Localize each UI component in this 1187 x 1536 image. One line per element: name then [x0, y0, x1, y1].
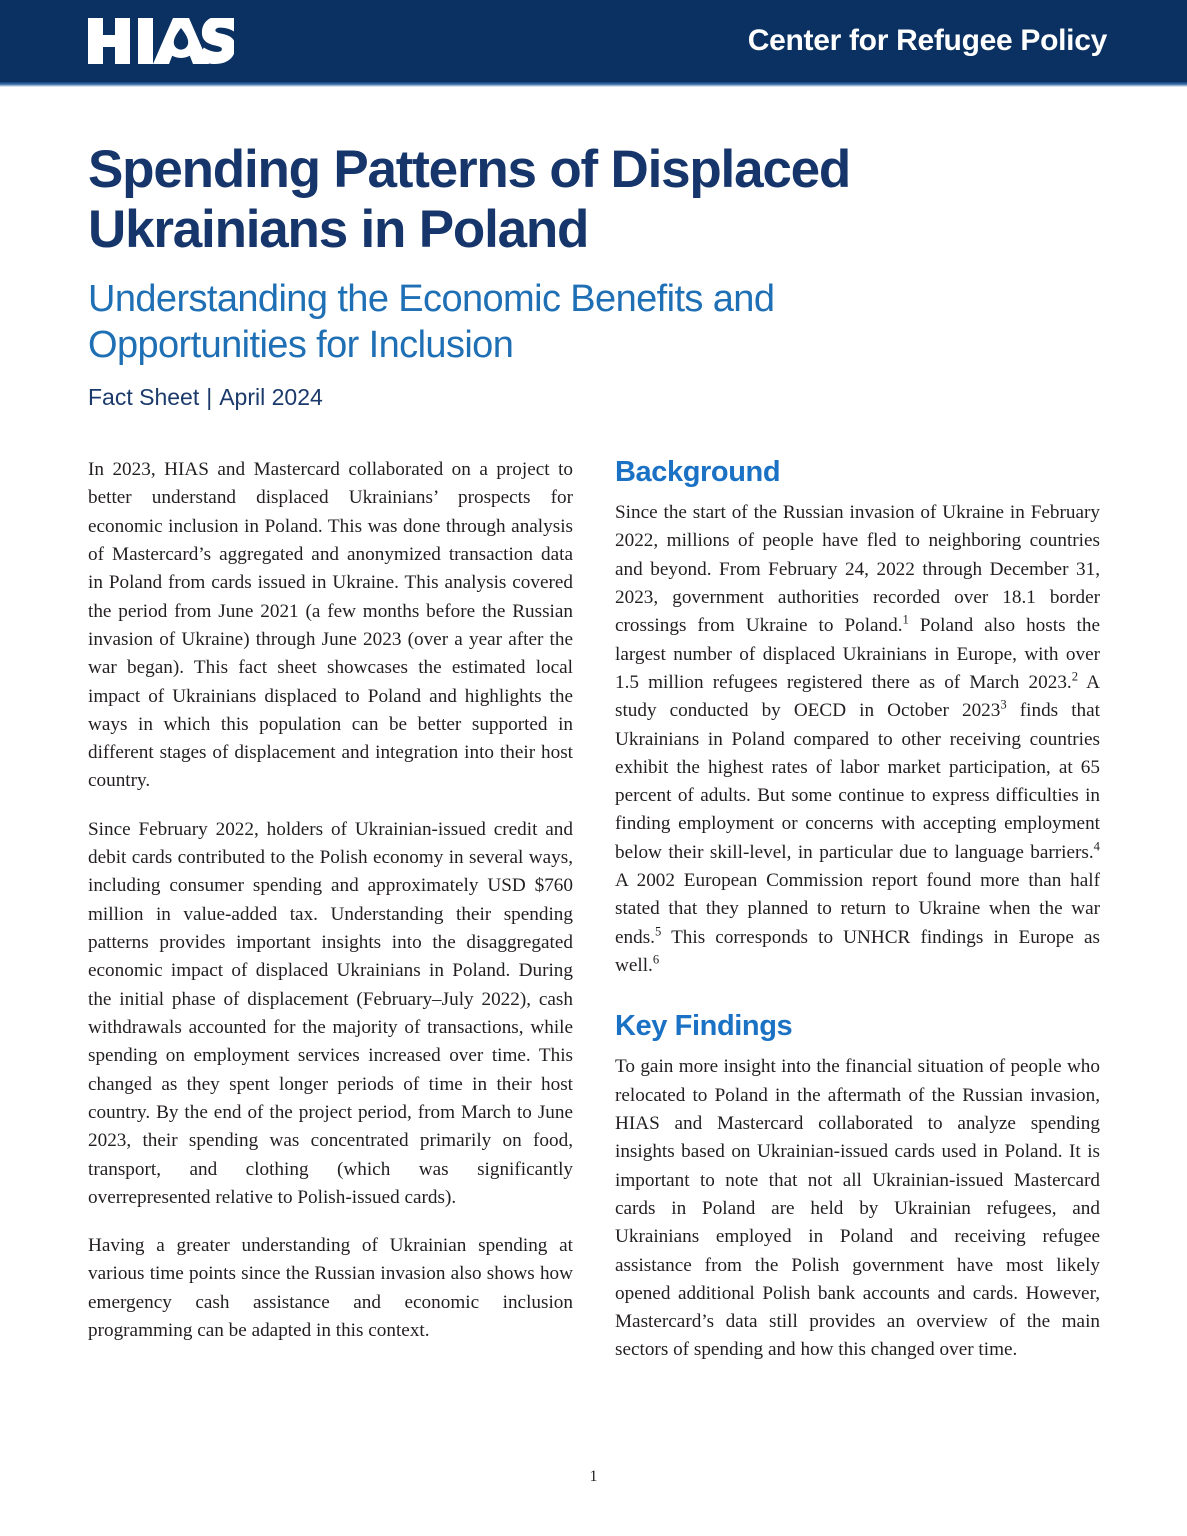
- text-run: A study conducted by OECD in October 2023: [615, 671, 1100, 722]
- section-heading-background: Background: [615, 456, 781, 488]
- page-title: [88, 140, 1098, 260]
- page-title-line-1: Spending Patterns of Displaced: [88, 140, 851, 199]
- meta-separator: |: [206, 384, 213, 411]
- title-block: [88, 140, 1098, 411]
- document-type-label: Fact Sheet: [88, 384, 200, 411]
- footnote-ref-1: 1: [902, 612, 909, 627]
- section-heading-key-findings: Key Findings: [615, 1010, 793, 1043]
- paragraph: Since February 2022, holders of Ukrainian-issued credit and debit cards contributed to the Polish economy in several ways, including consumer spending and approximately USD $760 million in value-added tax. Understanding their spending patterns provides important insights into the disaggregated economic impact of displaced Ukrainians in Poland. During the initial phase of displacement (February–July 2022), cash withdrawals accounted for the majority of transactions, while spending on employment services increased over time. This changed as they spent longer periods of time in their host country. By the end of the project period, from March to June 2023, their spending was concentrated primarily on food, transport, and clothing (which was significantly overrepresented relative to Polish-issued cards).: [88, 818, 573, 1208]
- page-number: 1: [589, 1468, 598, 1485]
- page-title-line-2: Ukrainians in Poland: [88, 199, 589, 259]
- text-run: Since the start of the Russian invasion of Ukraine in February 2022, millions of people have fled to neighboring countries and beyond. From February 24, 2022 through December 31, 2023, government authorities recorded over 18.1 border crossings from Ukraine to Poland.: [615, 502, 1100, 637]
- footnote-ref-2: 2: [1071, 669, 1079, 684]
- page-subtitle-line-2: Opportunities for Inclusion: [88, 324, 514, 367]
- footnote-ref-3: 3: [1000, 697, 1007, 712]
- text-run: Poland also hosts the largest number of displaced Ukrainians in Europe, with over 1.5 million refugees registered there as of March 2023.: [615, 615, 1100, 693]
- document-meta: [88, 384, 1098, 411]
- footnote-ref-4: 4: [1093, 839, 1100, 854]
- paragraph-key-findings: To gain more insight into the financial situation of people who relocated to Poland in the aftermath of the Russian invasion, HIAS and Mastercard collaborated to analyze spending insights based on Ukrainian-issued cards used in Poland. It is important to note that not all Ukrainian-issued Mastercard cards in Poland are held by Ukrainian refugees, and Ukrainians employed in Poland and receiving refugee assistance from the Polish government have most likely opened additional Polish bank accounts and cards. However, Mastercard’s data still provides an overview of the main sectors of spending and how this changed over time.: [615, 1056, 1100, 1361]
- header-title: Center for Refugee Policy: [747, 24, 1107, 57]
- left-column: [88, 456, 573, 1365]
- page-subtitle: [88, 276, 1098, 369]
- text-run: A 2002 European Commission report found more than half stated that they planned to return to Ukraine when the war ends.: [615, 870, 1100, 948]
- paragraph: In 2023, HIAS and Mastercard collaborated on a project to better understand displaced Ukrainians’ prospects for economic inclusion in Poland. This was done through analysis of Mastercard’s aggregated and anonymized transaction data in Poland from cards issued in Ukraine. This analysis covered the period from June 2021 (a few months before the Russian invasion of Ukraine) through June 2023 (over a year after the war began). This fact sheet showcases the estimated local impact of Ukrainians displaced to Poland and highlights the ways in which this population can be better supported in different stages of displacement and integration into their host country.: [88, 459, 573, 792]
- hias-flame-logo-icon: [88, 18, 234, 64]
- right-column: [615, 456, 1100, 1365]
- article-columns: [88, 456, 1100, 1365]
- footnote-ref-5: 5: [654, 924, 662, 939]
- text-run: This corresponds to UNHCR findings in Europe as well.: [615, 926, 1100, 976]
- footnote-ref-6: 6: [652, 952, 660, 967]
- text-run: finds that Ukrainians in Poland compared to other receiving countries exhibit the highest rates of labor market participation, at 65 percent of adults. But some continue to express difficulties in finding employment or concerns with accepting employment below their skill-level, in particular due to language barriers.: [615, 700, 1100, 863]
- header-divider: [0, 82, 1187, 87]
- paragraph: Having a greater understanding of Ukrainian spending at various time points since the Russian invasion also shows how emergency cash assistance and economic inclusion programming can be adapted in this context.: [88, 1235, 573, 1342]
- document-date: April 2024: [219, 384, 323, 411]
- hias-logo: [88, 18, 234, 64]
- paragraph-background: [615, 499, 1100, 980]
- page-header: [0, 0, 1187, 82]
- page-subtitle-line-1: Understanding the Economic Benefits and: [88, 277, 775, 320]
